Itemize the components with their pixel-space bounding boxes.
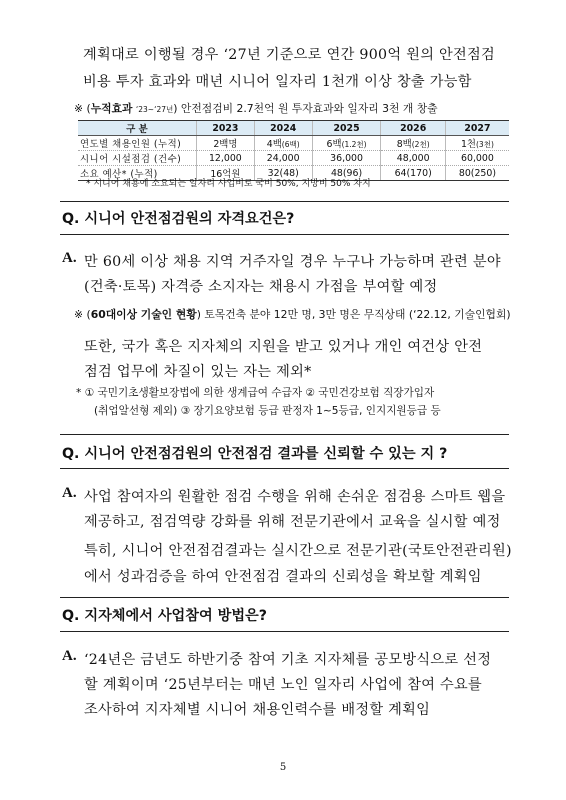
table-header: 2024 xyxy=(254,121,312,136)
skill-note: ※ (60대이상 기술인 현황) 토목건축 분야 12만 명, 3만 명은 무직상태 (‘22.12, 기술인협회) xyxy=(74,308,511,321)
table-cell: 16억원 xyxy=(197,166,255,181)
table-header: 2027 xyxy=(445,121,509,136)
table-cell: 4백(6백) xyxy=(254,136,312,151)
table-cell: 60,000 xyxy=(445,151,509,166)
table-row xyxy=(78,136,509,151)
effect-note-period: ‘23~‘27년 xyxy=(135,105,174,114)
intro-line-1: 계획대로 이행될 경우 ‘27년 기준으로 연간 900억 원의 안전점검 xyxy=(83,47,496,63)
table-header-row xyxy=(78,121,509,136)
table-cell: 48(96) xyxy=(312,166,381,181)
table-header: 2025 xyxy=(312,121,381,136)
table-cell: 64(170) xyxy=(381,166,445,181)
row-label: 시니어 시설점검 (건수) xyxy=(78,151,197,166)
table-cell: 12,000 xyxy=(197,151,255,166)
table-cell: 80(250) xyxy=(445,166,509,181)
question-title: Q. 지자체에서 사업참여 방법은? xyxy=(62,608,267,624)
answer-mark: A. xyxy=(62,485,77,501)
table-cell: 6백(1.2천) xyxy=(312,136,381,151)
table-cell: 1천(3천) xyxy=(445,136,509,151)
question-divider-bottom xyxy=(60,234,509,235)
answer-line-1: 사업 참여자의 원활한 점검 수행을 위해 손쉬운 점검용 스마트 웹을 xyxy=(84,489,506,505)
table-cell: 24,000 xyxy=(254,151,312,166)
reliability-line-2: 에서 성과검증을 하여 안전점검 결과의 신뢰성을 확보할 계획임 xyxy=(84,569,482,585)
row-label: 연도별 채용인원 (누적) xyxy=(78,136,197,151)
effect-table xyxy=(78,120,509,181)
question-title: Q. 시니어 안전점검원의 자격요건은? xyxy=(62,211,295,227)
intro-line-2: 비용 투자 효과와 매년 시니어 일자리 1천개 이상 창출 가능함 xyxy=(83,74,472,90)
table-cell: 8백(2천) xyxy=(381,136,445,151)
question-title: Q. 시니어 안전점검원의 안전점검 결과를 신뢰할 수 있는 지 ? xyxy=(62,446,448,462)
table-header: 구 분 xyxy=(78,121,197,136)
exclusion-line-1: 또한, 국가 혹은 지자체의 지원을 받고 있거나 개인 여건상 안전 xyxy=(84,339,483,355)
answer-mark: A. xyxy=(62,648,77,664)
table-cell: 2백명 xyxy=(197,136,255,151)
skill-note-title: 60대이상 기술인 현황 xyxy=(90,308,197,321)
question-divider-top xyxy=(60,201,509,202)
question-divider-top xyxy=(60,434,509,435)
table-header: 2026 xyxy=(381,121,445,136)
exclusion-footnote-1: * ① 국민기초생활보장법에 의한 생계급여 수급자 ② 국민건강보험 직장가입자 xyxy=(76,387,435,399)
question-divider-bottom xyxy=(60,631,509,632)
table-footnote: * 시니어 채용에 소요되는 일자리 사업비로 국비 50%, 지방비 50% 차지 xyxy=(86,179,371,189)
answer-line-2: 할 계획이며 ‘25년부터는 매년 노인 일자리 사업에 참여 수요를 xyxy=(84,677,483,693)
answer-mark: A. xyxy=(62,250,77,266)
effect-note-text: 안전점검비 2.7천억 원 투자효과와 일자리 3천 개 창출 xyxy=(180,102,438,115)
table-cell: 36,000 xyxy=(312,151,381,166)
answer-line-1: 만 60세 이상 채용 지역 거주자일 경우 누구나 가능하며 관련 분야 xyxy=(84,254,501,270)
reliability-line-1: 특히, 시니어 안전점검결과는 실시간으로 전문기관(국토안전관리원) xyxy=(84,543,512,559)
skill-note-text: 토목건축 분야 12만 명, 3만 명은 무직상태 (‘22.12, 기술인협회) xyxy=(204,308,511,321)
row-label: 소요 예산* (누적) xyxy=(78,166,197,181)
table-header: 2023 xyxy=(197,121,255,136)
answer-line-2: 제공하고, 점검역량 강화를 위해 전문기관에서 교육을 실시할 예정 xyxy=(84,514,501,530)
effect-note-title: 누적효과 xyxy=(90,102,133,115)
exclusion-line-2: 점검 업무에 차질이 있는 자는 제외* xyxy=(84,364,312,380)
answer-line-2: (건축·토목) 자격증 소지자는 채용시 가점을 부여할 예정 xyxy=(84,279,438,295)
table-row xyxy=(78,151,509,166)
question-divider-top xyxy=(60,597,509,598)
exclusion-footnote-2: (취업알선형 제외) ③ 장기요양보험 등급 판정자 1∼5등급, 인지지원등급 등 xyxy=(94,405,441,417)
table-cell: 32(48) xyxy=(254,166,312,181)
note-mark: ※ xyxy=(74,102,84,115)
answer-line-1: ‘24년은 금년도 하반기중 참여 기초 지자체를 공모방식으로 선정 xyxy=(84,652,492,668)
effect-note: ※ (누적효과 ‘23~‘27년) 안전점검비 2.7천억 원 투자효과와 일자리 3천 개 창출 xyxy=(74,102,438,115)
question-divider-bottom xyxy=(60,468,509,469)
table-cell: 48,000 xyxy=(381,151,445,166)
answer-line-3: 조사하여 지자체별 시니어 채용인력수를 배정할 계획임 xyxy=(84,702,431,718)
page-number: 5 xyxy=(279,762,287,773)
note-mark: ※ xyxy=(74,308,84,321)
